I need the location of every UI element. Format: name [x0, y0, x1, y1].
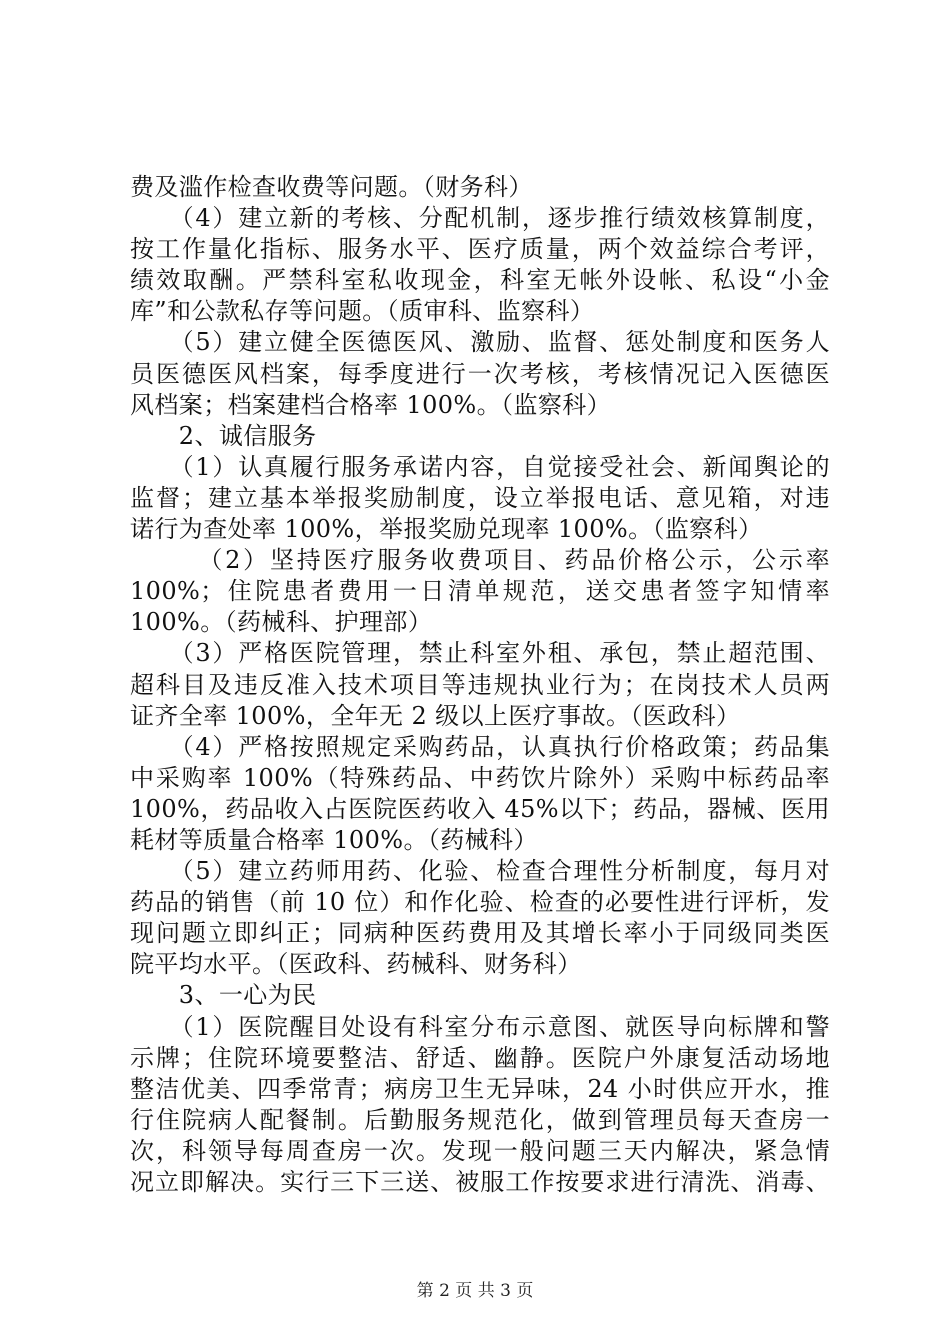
text-line: （4）建立新的考核、分配机制，逐步推行绩效核算制度，: [130, 204, 830, 233]
text-line: 现问题立即纠正；同病种医药费用及其增长率小于同级同类医: [130, 919, 830, 948]
text-line: 风档案；档案建档合格率 100%。（监察科）: [130, 390, 612, 419]
section-heading: 2、诚信服务: [130, 421, 317, 450]
text-line: （3）严格医院管理，禁止科室外租、承包，禁止超范围、: [130, 639, 830, 668]
text-line: 耗材等质量合格率 100%。（药械科）: [130, 825, 538, 854]
text-line: 员医德医风档案，每季度进行一次考核，考核情况记入医德医: [130, 359, 830, 388]
text-line: 示牌；住院环境要整洁、舒适、幽静。医院户外康复活动场地: [130, 1043, 830, 1072]
text-line: 药品的销售（前 10 位）和作化验、检查的必要性进行评析，发: [130, 888, 830, 917]
text-line: 费及滥作检查收费等问题。（财务科）: [130, 173, 533, 201]
section-heading: 3、一心为民: [130, 981, 317, 1010]
text-line: 中采购率 100%（特殊药品、中药饮片除外）采购中标药品率: [130, 763, 830, 792]
text-line: （5）建立健全医德医风、激励、监督、惩处制度和医务人: [130, 328, 830, 357]
text-line: 100%。（药械科、护理部）: [130, 608, 433, 637]
text-line: 次，科领导每周查房一次。发现一般问题三天内解决，紧急情: [130, 1136, 830, 1165]
text-line: 整洁优美、四季常青；病房卫生无异味，24 小时供应开水，推: [130, 1074, 830, 1103]
text-line: 院平均水平。（医政科、药械科、财务科）: [130, 950, 582, 979]
document-body: [130, 172, 830, 1198]
text-line: 100%；住院患者费用一日清单规范，送交患者签字知情率: [130, 577, 830, 606]
text-line: 按工作量化指标、服务水平、医疗质量，两个效益综合考评，: [130, 235, 830, 264]
text-line: 100%，药品收入占医院医药收入 45%以下；药品，器械、医用: [130, 794, 830, 823]
text-line: （5）建立药师用药、化验、检查合理性分析制度，每月对: [130, 857, 830, 886]
text-line: 监督；建立基本举报奖励制度，设立举报电话、意见箱，对违: [130, 483, 830, 512]
text-line: 绩效取酬。严禁科室私收现金，科室无帐外设帐、私设“小金: [130, 266, 830, 295]
text-line: （1）认真履行服务承诺内容，自觉接受社会、新闻舆论的: [130, 452, 830, 481]
text-line: （2）坚持医疗服务收费项目、药品价格公示，公示率: [130, 546, 830, 575]
text-line: 库”和公款私存等问题。（质审科、监察科）: [130, 297, 595, 326]
text-line: 诺行为查处率 100%，举报奖励兑现率 100%。（监察科）: [130, 515, 763, 544]
text-line: （1）医院醒目处设有科室分布示意图、就医导向标牌和警: [130, 1012, 830, 1041]
text-line: 超科目及违反准入技术项目等违规执业行为；在岗技术人员两: [130, 670, 830, 699]
text-line: 证齐全率 100%，全年无 2 级以上医疗事故。（医政科）: [130, 701, 741, 730]
page-number-footer: 第 2 页 共 3 页: [416, 1281, 534, 1301]
text-line: 况立即解决。实行三下三送、被服工作按要求进行清洗、消毒、: [130, 1168, 830, 1196]
text-line: 行住院病人配餐制。后勤服务规范化，做到管理员每天查房一: [130, 1105, 830, 1134]
text-line: （4）严格按照规定采购药品，认真执行价格政策；药品集: [130, 732, 830, 761]
